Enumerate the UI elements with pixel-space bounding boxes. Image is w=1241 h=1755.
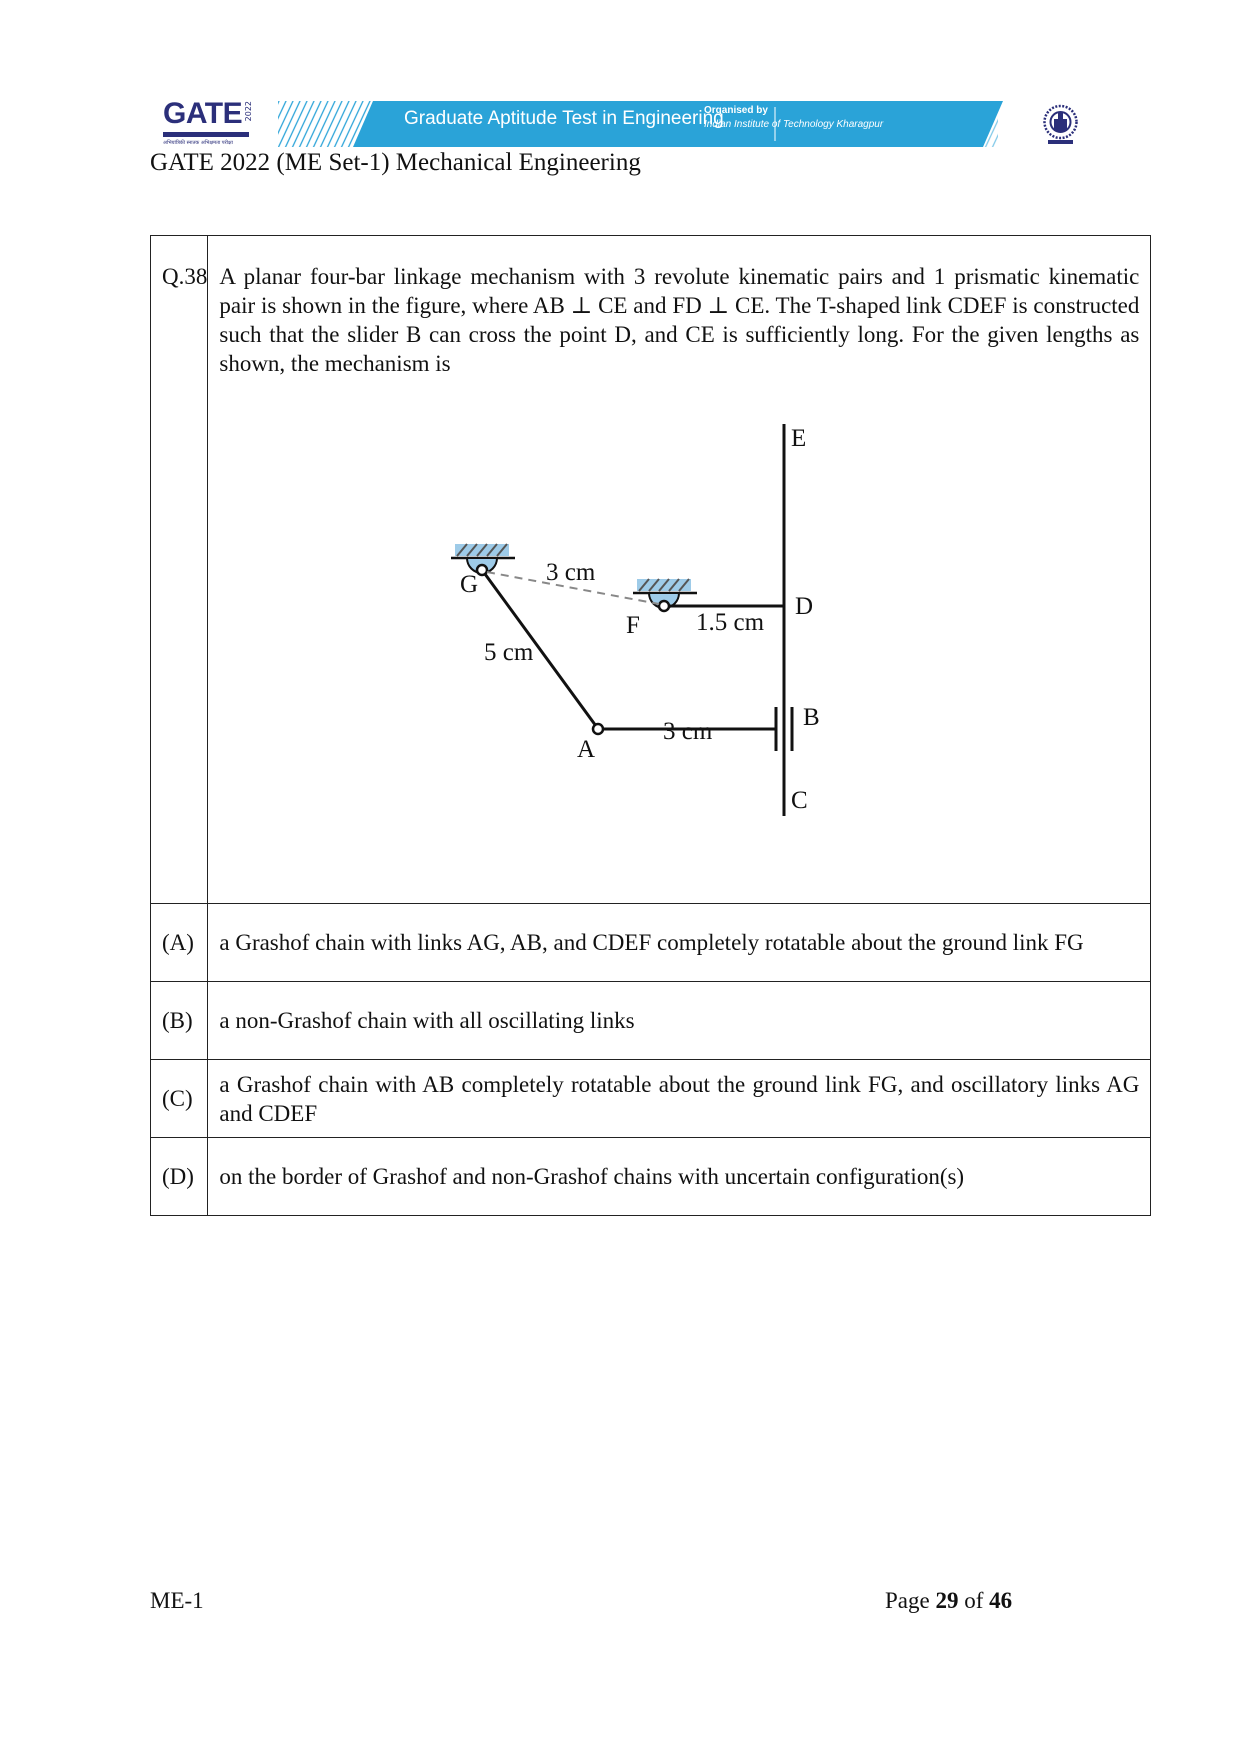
organised-by: Organised by xyxy=(704,105,768,116)
gate-logo xyxy=(160,97,255,149)
label-e: E xyxy=(791,425,807,452)
option-text: on the border of Grashof and non-Grashof chains with uncertain configuration(s) xyxy=(208,1138,1151,1216)
question-table xyxy=(150,235,1151,1216)
option-text: a Grashof chain with links AG, AB, and CDEF completely rotatable about the ground link FG xyxy=(208,904,1151,982)
page-prefix: Page xyxy=(885,1588,930,1613)
dim-ab: 3 cm xyxy=(663,718,713,745)
option-row-d xyxy=(151,1138,1151,1216)
joint-a xyxy=(593,724,603,734)
question-text: A planar four-bar linkage mechanism with 3 revolute kinematic pairs and 1 prismatic kinematic pair is shown in the figure, where AB ⊥ CE and FD ⊥ CE. The T-shaped link CDEF is constructed such that the slider B can cross the point D, and CE is sufficiently long. For the given lengths as shown, the mechanism is xyxy=(219,264,1140,376)
label-b: B xyxy=(803,704,821,731)
option-row-c xyxy=(151,1060,1151,1138)
option-label: (C) xyxy=(151,1060,208,1138)
organiser: Indian Institute of Technology Kharagpur xyxy=(704,119,884,130)
logo-tagline: अभियांत्रिकी स्नातक अभिक्षमता परीक्षा xyxy=(163,140,233,146)
mechanism-figure xyxy=(219,424,1139,874)
page-current: 29 xyxy=(935,1588,959,1613)
option-label: (B) xyxy=(151,982,208,1060)
iit-emblem-icon xyxy=(1038,102,1083,147)
question-number: Q.38 xyxy=(151,236,208,904)
option-text: a non-Grashof chain with all oscillating links xyxy=(208,982,1151,1060)
logo-bar xyxy=(163,132,249,137)
option-row-a xyxy=(151,904,1151,982)
question-cell xyxy=(208,236,1151,904)
question-row xyxy=(151,236,1151,904)
page-of: of xyxy=(964,1588,984,1613)
page-header xyxy=(160,97,1085,149)
label-f: F xyxy=(626,612,641,639)
option-label: (A) xyxy=(151,904,208,982)
logo-word: GATE xyxy=(163,97,243,130)
footer-paper-code: ME-1 xyxy=(150,1588,204,1613)
document-title: GATE 2022 (ME Set-1) Mechanical Engineering xyxy=(150,149,641,176)
dim-fd: 1.5 cm xyxy=(696,609,765,636)
option-text: a Grashof chain with AB completely rotatable about the ground link FG, and oscillatory links AG and CDEF xyxy=(208,1060,1151,1138)
label-g: G xyxy=(460,571,479,598)
dim-ga: 5 cm xyxy=(484,639,534,666)
logo-year: 2022 xyxy=(244,101,253,122)
label-d: D xyxy=(795,593,814,620)
option-label: (D) xyxy=(151,1138,208,1216)
label-c: C xyxy=(791,787,809,814)
page-total: 46 xyxy=(989,1588,1013,1613)
option-row-b xyxy=(151,982,1151,1060)
label-a: A xyxy=(577,736,596,763)
page-number xyxy=(885,1588,1012,1614)
dim-gf: 3 cm xyxy=(546,559,596,586)
banner-title: Graduate Aptitude Test in Engineering xyxy=(404,108,724,129)
